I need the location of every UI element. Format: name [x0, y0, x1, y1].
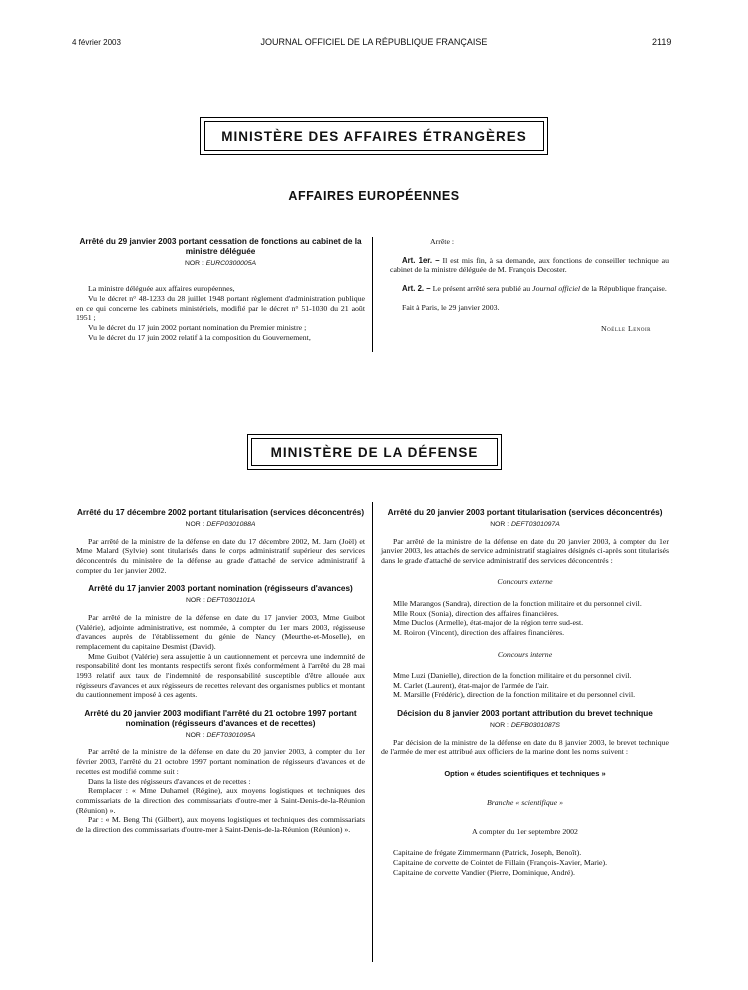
done-at: Fait à Paris, le 29 janvier 2003. [402, 302, 500, 312]
nor-reference: NOR : DEFB0301087S [490, 721, 560, 729]
nor-reference: NOR : DEFT0301097A [490, 520, 560, 528]
nor-reference: NOR : DEFT0301101A [185, 597, 256, 605]
nor-reference: NOR : DEFT0301095A [185, 731, 256, 739]
paragraph: Vu le décret du 17 juin 2002 portant nomination du Premier ministre ; [88, 323, 307, 333]
column-divider [372, 237, 373, 352]
nor-reference: NOR : DEFP0301088A [185, 520, 256, 528]
paragraph: Dans la liste des régisseurs d'avances et de recettes : [88, 776, 251, 786]
paragraph: Par arrêté de la ministre de la défense en date du 17 décembre 2002, M. Jarn (Joël) et Mme Malard (Sylvie) sont titularisés dans le corps administratif supérieur des services déconcentrés du ministère de la défense au grade d'attaché de service administratif à compter du 1er janvier 2002. [76, 536, 365, 575]
list-item: Mlle Roux (Sonia), direction des affaires financières. [393, 608, 559, 618]
subheading: Concours externe [497, 577, 553, 587]
section-title: AFFAIRES EUROPÉENNES [288, 189, 460, 203]
article-1: Art. 1er. – Il est mis fin, à sa demande, aux fonctions de conseiller technique au cabinet de la ministre déléguée de M. François Decoster. [390, 255, 669, 275]
paragraph: Vu le décret n° 48-1233 du 28 juillet 1948 portant règlement d'administration publique en ce qui concerne les cabinets ministériels, modifié par le décret n° 51-1030 du 21 août 1951 ; [76, 294, 365, 323]
list-item: Mme Duclos (Armelle), état-major de la région terre sud-est. [393, 618, 584, 628]
ministry-title: MINISTÈRE DES AFFAIRES ÉTRANGÈRES [204, 121, 544, 151]
paragraph: Par arrêté de la ministre de la défense en date du 17 janvier 2003, Mme Guibot (Valérie), adjointe administrative, est nommée, à compter du 1er mars 2003, régisseuse d'avances auprès de l'établissement du génie de Nancy (Meurthe-et-Moselle), en remplacement du capitaine Desmist (David). [76, 612, 365, 651]
option-heading: Option « études scientifiques et techniques » [444, 768, 606, 778]
article-right-eu [390, 237, 669, 342]
header-journal-title: JOURNAL OFFICIEL DE LA RÉPUBLIQUE FRANÇAISE [260, 37, 488, 47]
ministry-box-foreign-affairs [200, 117, 548, 155]
list-item: M. Marsille (Frédéric), direction de la fonction militaire et du personnel civil. [393, 690, 636, 700]
paragraph: Par : « M. Beng Thi (Gilbert), aux moyens logistiques et techniques des commissariats de la direction des commissariats d'outre-mer à Saint-Denis-de-la-Réunion (Réunion) ». [76, 815, 365, 835]
list-item: Capitaine de frégate Zimmermann (Patrick, Joseph, Benoît). [393, 848, 582, 858]
article-title: Arrêté du 20 janvier 2003 modifiant l'arrêté du 21 octobre 1997 portant nomination (régisseurs d'avances et de recettes) [84, 709, 357, 728]
list-item: Mlle Marangos (Sandra), direction de la fonction militaire et du personnel civil. [393, 598, 642, 608]
branch-heading: Branche « scientifique » [486, 797, 563, 807]
list-item: Capitaine de corvette Vandier (Pierre, Dominique, André). [393, 867, 575, 877]
article-title: Arrêté du 17 décembre 2002 portant titularisation (services déconcentrés) [76, 508, 365, 517]
column-divider [372, 502, 373, 962]
paragraph: Remplacer : « Mme Duhamel (Régine), aux moyens logistiques et techniques des commissariats de la direction des commissariats d'outre-mer à Saint-Denis-de-la-Réunion (Réunion) ». [76, 786, 365, 815]
ministry-title: MINISTÈRE DE LA DÉFENSE [251, 438, 498, 466]
article-title: Arrêté du 17 janvier 2003 portant nomination (régisseurs d'avances) [88, 584, 353, 594]
list-item: Capitaine de corvette de Cointet de Fillain (François-Xavier, Marie). [393, 858, 608, 868]
paragraph: Vu le décret du 17 juin 2002 relatif à la composition du Gouvernement, [88, 332, 311, 342]
nor-reference: NOR : EURC0300005A [184, 259, 257, 267]
arrete-line: Arrête : [430, 237, 455, 246]
right-column-defense [381, 508, 669, 877]
subheading: Concours interne [497, 649, 553, 659]
article-title: Décision du 8 janvier 2003 portant attribution du brevet technique [397, 709, 653, 719]
list-item: Mme Luzi (Danielle), direction de la fonction militaire et du personnel civil. [393, 671, 632, 681]
header-page-number: 2119 [652, 37, 672, 47]
paragraph: Par décision de la ministre de la défense en date du 8 janvier 2003, le brevet technique de l'armée de mer est attribué aux officiers de la marine dont les noms suivent : [381, 737, 669, 757]
header-date: 4 février 2003 [72, 38, 121, 47]
paragraph: Par arrêté de la ministre de la défense en date du 20 janvier 2003, à compter du 1er février 2003, l'arrêté du 21 octobre 1997 portant nomination de régisseurs d'avances et de recettes est modifié comme suit : [76, 747, 365, 776]
article-title: Arrêté du 20 janvier 2003 portant titularisation (services déconcentrés) [387, 508, 663, 517]
left-column-defense [76, 508, 365, 835]
article-left-eu [76, 237, 365, 343]
paragraph: Mme Guibot (Valérie) sera assujettie à un cautionnement et percevra une indemnité de responsabilité dont les montants respectifs seront fixés conformément à l'arrêté du 28 mai 1993 relatif aux taux de l'indemnité de responsabilité susceptible d'être allouée aux régisseurs d'avances et aux régisseurs de recettes relevant des organismes publics et montant du cautionnement imposé à ces agents. [76, 651, 365, 700]
article-title: Arrêté du 29 janvier 2003 portant cessation de fonctions au cabinet de la ministre déléguée [79, 237, 362, 256]
effective-date: A compter du 1er septembre 2002 [472, 826, 578, 836]
paragraph: Par arrêté de la ministre de la défense en date du 20 janvier 2003, à compter du 1er janvier 2003, les attachés de service administratif stagiaires désignés ci-après sont titularisés dans le grade d'attaché de service administratif des services déconcentrés : [381, 536, 669, 565]
signature: Noëlle Lenoir [601, 324, 651, 334]
ministry-box-defense [247, 434, 502, 470]
paragraph: La ministre déléguée aux affaires européennes, [88, 284, 235, 294]
list-item: M. Carlet (Laurent), état-major de l'armée de l'air. [393, 680, 549, 690]
list-item: M. Roiron (Vincent), direction des affaires financières. [393, 628, 565, 638]
article-2: Art. 2. – Le présent arrêté sera publié au Journal officiel de la République française. [402, 284, 667, 294]
